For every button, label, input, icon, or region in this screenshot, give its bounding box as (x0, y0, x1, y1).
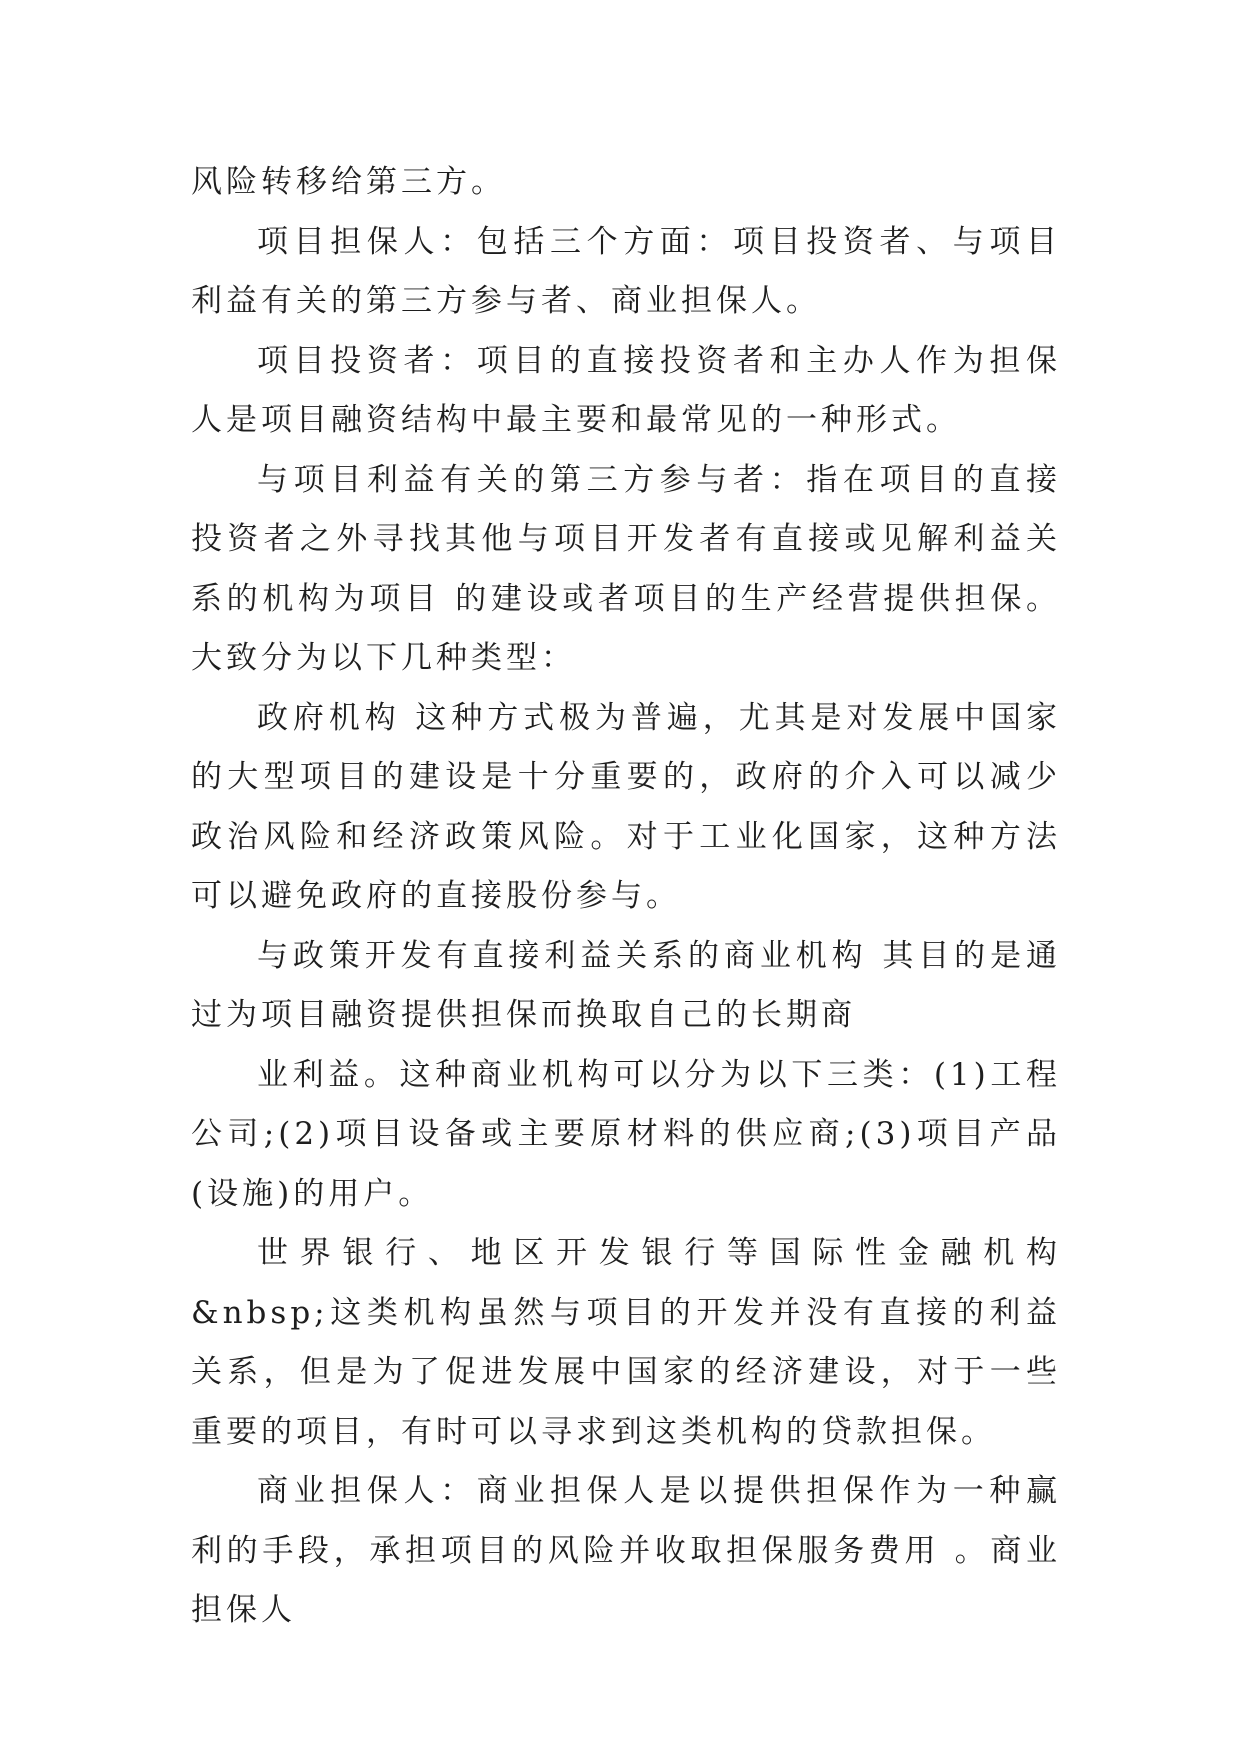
paragraph-5: 政府机构 这种方式极为普遍，尤其是对发展中国家的大型项目的建设是十分重要的，政府的介入可以减少政治风险和经济政策风险。对于工业化国家，这种方法可以避免政府的直接股份参与。 (191, 699, 1061, 914)
paragraph-3: 项目投资者：项目的直接投资者和主办人作为担保人是项目融资结构中最主要和最常见的一种形式。 (191, 342, 1061, 438)
paragraph-6: 与政策开发有直接利益关系的商业机构 其目的是通过为项目融资提供担保而换取自己的长期商 (191, 937, 1061, 1033)
paragraph-2: 项目担保人：包括三个方面：项目投资者、与项目利益有关的第三方参与者、商业担保人。 (191, 223, 1061, 319)
paragraph-1: 风险转移给第三方。 (191, 164, 506, 200)
paragraph-4: 与项目利益有关的第三方参与者：指在项目的直接投资者之外寻找其他与项目开发者有直接或见解利益关系的机构为项目 的建设或者项目的生产经营提供担保。大致分为以下几种类型： (191, 461, 1061, 676)
document-body (191, 153, 1061, 1641)
paragraph-8: 世界银行、地区开发银行等国际性金融机构 &nbsp;这类机构虽然与项目的开发并没有直接的利益关系，但是为了促进发展中国家的经济建设，对于一些重要的项目，有时可以寻求到这类机构的贷款担保。 (191, 1235, 1061, 1450)
paragraph-7: 业利益。这种商业机构可以分为以下三类：(1)工程公司;(2)项目设备或主要原材料的供应商;(3)项目产品(设施)的用户。 (191, 1056, 1061, 1212)
paragraph-9: 商业担保人：商业担保人是以提供担保作为一种赢利的手段，承担项目的风险并收取担保服务费用 。商业担保人 (191, 1473, 1061, 1628)
